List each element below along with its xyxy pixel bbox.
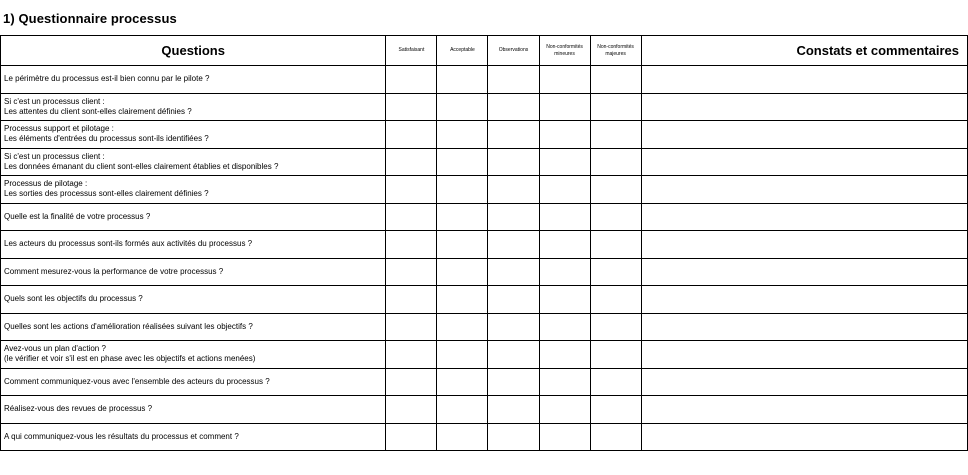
nc-majeures-cell[interactable] (590, 286, 641, 314)
satisfaisant-cell[interactable] (386, 203, 437, 231)
nc-mineures-cell[interactable] (539, 258, 590, 286)
acceptable-cell[interactable] (437, 203, 488, 231)
nc-majeures-cell[interactable] (590, 368, 641, 396)
acceptable-cell[interactable] (437, 121, 488, 149)
satisfaisant-cell[interactable] (386, 341, 437, 369)
observations-cell[interactable] (488, 396, 539, 424)
question-cell (1, 121, 386, 149)
question-line1: Les acteurs du processus sont-ils formés aux activités du processus ? (4, 239, 253, 249)
header-row (1, 36, 968, 66)
question-line1: Le périmètre du processus est-il bien connu par le pilote ? (4, 74, 210, 84)
process-questionnaire-table (0, 35, 968, 451)
question-line1: Comment mesurez-vous la performance de votre processus ? (4, 266, 224, 276)
question-line1: Si c'est un processus client : (4, 151, 105, 161)
header-questions: Questions (1, 36, 386, 66)
satisfaisant-cell[interactable] (386, 121, 437, 149)
question-cell (1, 203, 386, 231)
satisfaisant-cell[interactable] (386, 176, 437, 204)
satisfaisant-cell[interactable] (386, 286, 437, 314)
nc-mineures-cell[interactable] (539, 341, 590, 369)
question-cell (1, 66, 386, 94)
nc-majeures-cell[interactable] (590, 258, 641, 286)
comment-cell[interactable] (641, 258, 967, 286)
question-line2: (le vérifier et voir s'il est en phase avec les objectifs et actions menées) (4, 354, 256, 364)
table-row (1, 93, 968, 121)
nc-majeures-cell[interactable] (590, 203, 641, 231)
nc-mineures-cell[interactable] (539, 121, 590, 149)
observations-cell[interactable] (488, 66, 539, 94)
nc-majeures-cell[interactable] (590, 148, 641, 176)
question-line1: Quels sont les objectifs du processus ? (4, 294, 143, 304)
header-constats: Constats et commentaires (641, 36, 967, 66)
table-row (1, 341, 968, 369)
question-cell (1, 231, 386, 259)
question-line1: Quelles sont les actions d'amélioration réalisées suivant les objectifs ? (4, 321, 253, 331)
nc-majeures-cell[interactable] (590, 93, 641, 121)
question-line2: Les éléments d'entrées du processus sont-ils identifiées ? (4, 134, 209, 144)
observations-cell[interactable] (488, 203, 539, 231)
nc-mineures-cell[interactable] (539, 66, 590, 94)
nc-mineures-cell[interactable] (539, 313, 590, 341)
nc-mineures-cell[interactable] (539, 176, 590, 204)
table-row (1, 231, 968, 259)
comment-cell[interactable] (641, 148, 967, 176)
observations-cell[interactable] (488, 93, 539, 121)
observations-cell[interactable] (488, 231, 539, 259)
table-row (1, 121, 968, 149)
question-cell (1, 313, 386, 341)
table-row (1, 148, 968, 176)
nc-majeures-cell[interactable] (590, 423, 641, 451)
observations-cell[interactable] (488, 341, 539, 369)
header-acceptable: Acceptable (437, 36, 488, 66)
table-row (1, 203, 968, 231)
observations-cell[interactable] (488, 176, 539, 204)
comment-cell[interactable] (641, 93, 967, 121)
acceptable-cell[interactable] (437, 231, 488, 259)
section-title: 1) Questionnaire processus (3, 11, 177, 26)
header-nc-majeures-line2: majeures (605, 50, 626, 57)
comment-cell[interactable] (641, 368, 967, 396)
nc-mineures-cell[interactable] (539, 368, 590, 396)
header-observations: Observations (488, 36, 539, 66)
acceptable-cell[interactable] (437, 148, 488, 176)
acceptable-cell[interactable] (437, 313, 488, 341)
question-line2: Les sorties des processus sont-elles clairement définies ? (4, 189, 209, 199)
question-cell (1, 423, 386, 451)
acceptable-cell[interactable] (437, 258, 488, 286)
observations-cell[interactable] (488, 286, 539, 314)
nc-majeures-cell[interactable] (590, 341, 641, 369)
nc-mineures-cell[interactable] (539, 231, 590, 259)
nc-mineures-cell[interactable] (539, 423, 590, 451)
acceptable-cell[interactable] (437, 286, 488, 314)
comment-cell[interactable] (641, 66, 967, 94)
question-line2: Les données émanant du client sont-elles clairement établies et disponibles ? (4, 161, 279, 171)
nc-mineures-cell[interactable] (539, 93, 590, 121)
comment-cell[interactable] (641, 203, 967, 231)
header-satisfaisant: Satisfaisant (386, 36, 437, 66)
header-nc-majeures-line1: Non-conformités (597, 43, 634, 50)
question-cell (1, 93, 386, 121)
observations-cell[interactable] (488, 258, 539, 286)
question-cell (1, 286, 386, 314)
observations-cell[interactable] (488, 121, 539, 149)
table-row (1, 368, 968, 396)
acceptable-cell[interactable] (437, 341, 488, 369)
nc-majeures-cell[interactable] (590, 121, 641, 149)
observations-cell[interactable] (488, 313, 539, 341)
question-line1: Réalisez-vous des revues de processus ? (4, 404, 153, 414)
satisfaisant-cell[interactable] (386, 66, 437, 94)
comment-cell[interactable] (641, 176, 967, 204)
question-cell (1, 148, 386, 176)
table-row (1, 258, 968, 286)
acceptable-cell[interactable] (437, 423, 488, 451)
question-line1: Processus support et pilotage : (4, 124, 114, 134)
comment-cell[interactable] (641, 231, 967, 259)
question-cell (1, 368, 386, 396)
question-cell (1, 396, 386, 424)
question-cell (1, 258, 386, 286)
nc-majeures-cell[interactable] (590, 396, 641, 424)
header-nc-mineures-line1: Non-conformités (546, 43, 583, 50)
table-row (1, 66, 968, 94)
nc-mineures-cell[interactable] (539, 203, 590, 231)
question-line1: Processus de pilotage : (4, 179, 88, 189)
satisfaisant-cell[interactable] (386, 258, 437, 286)
table-row (1, 396, 968, 424)
question-cell (1, 341, 386, 369)
acceptable-cell[interactable] (437, 396, 488, 424)
nc-mineures-cell[interactable] (539, 396, 590, 424)
satisfaisant-cell[interactable] (386, 396, 437, 424)
header-nc-mineures (539, 36, 590, 66)
comment-cell[interactable] (641, 286, 967, 314)
satisfaisant-cell[interactable] (386, 313, 437, 341)
question-cell (1, 176, 386, 204)
nc-mineures-cell[interactable] (539, 286, 590, 314)
question-line2: Les attentes du client sont-elles clairement définies ? (4, 106, 192, 116)
satisfaisant-cell[interactable] (386, 423, 437, 451)
comment-cell[interactable] (641, 423, 967, 451)
question-line1: Comment communiquez-vous avec l'ensemble des acteurs du processus ? (4, 376, 270, 386)
satisfaisant-cell[interactable] (386, 93, 437, 121)
table-row (1, 286, 968, 314)
acceptable-cell[interactable] (437, 66, 488, 94)
comment-cell[interactable] (641, 313, 967, 341)
question-line1: Si c'est un processus client : (4, 96, 105, 106)
observations-cell[interactable] (488, 423, 539, 451)
nc-majeures-cell[interactable] (590, 66, 641, 94)
observations-cell[interactable] (488, 368, 539, 396)
nc-mineures-cell[interactable] (539, 148, 590, 176)
table-row (1, 176, 968, 204)
comment-cell[interactable] (641, 396, 967, 424)
acceptable-cell[interactable] (437, 368, 488, 396)
question-line1: Quelle est la finalité de votre processus ? (4, 211, 151, 221)
satisfaisant-cell[interactable] (386, 368, 437, 396)
nc-majeures-cell[interactable] (590, 231, 641, 259)
comment-cell[interactable] (641, 121, 967, 149)
question-line1: A qui communiquez-vous les résultats du processus et comment ? (4, 431, 239, 441)
nc-majeures-cell[interactable] (590, 313, 641, 341)
acceptable-cell[interactable] (437, 93, 488, 121)
table-row (1, 313, 968, 341)
comment-cell[interactable] (641, 341, 967, 369)
acceptable-cell[interactable] (437, 176, 488, 204)
satisfaisant-cell[interactable] (386, 231, 437, 259)
header-nc-majeures (590, 36, 641, 66)
observations-cell[interactable] (488, 148, 539, 176)
satisfaisant-cell[interactable] (386, 148, 437, 176)
question-line1: Avez-vous un plan d'action ? (4, 344, 106, 354)
header-nc-mineures-line2: mineures (554, 50, 575, 57)
nc-majeures-cell[interactable] (590, 176, 641, 204)
table-row (1, 423, 968, 451)
